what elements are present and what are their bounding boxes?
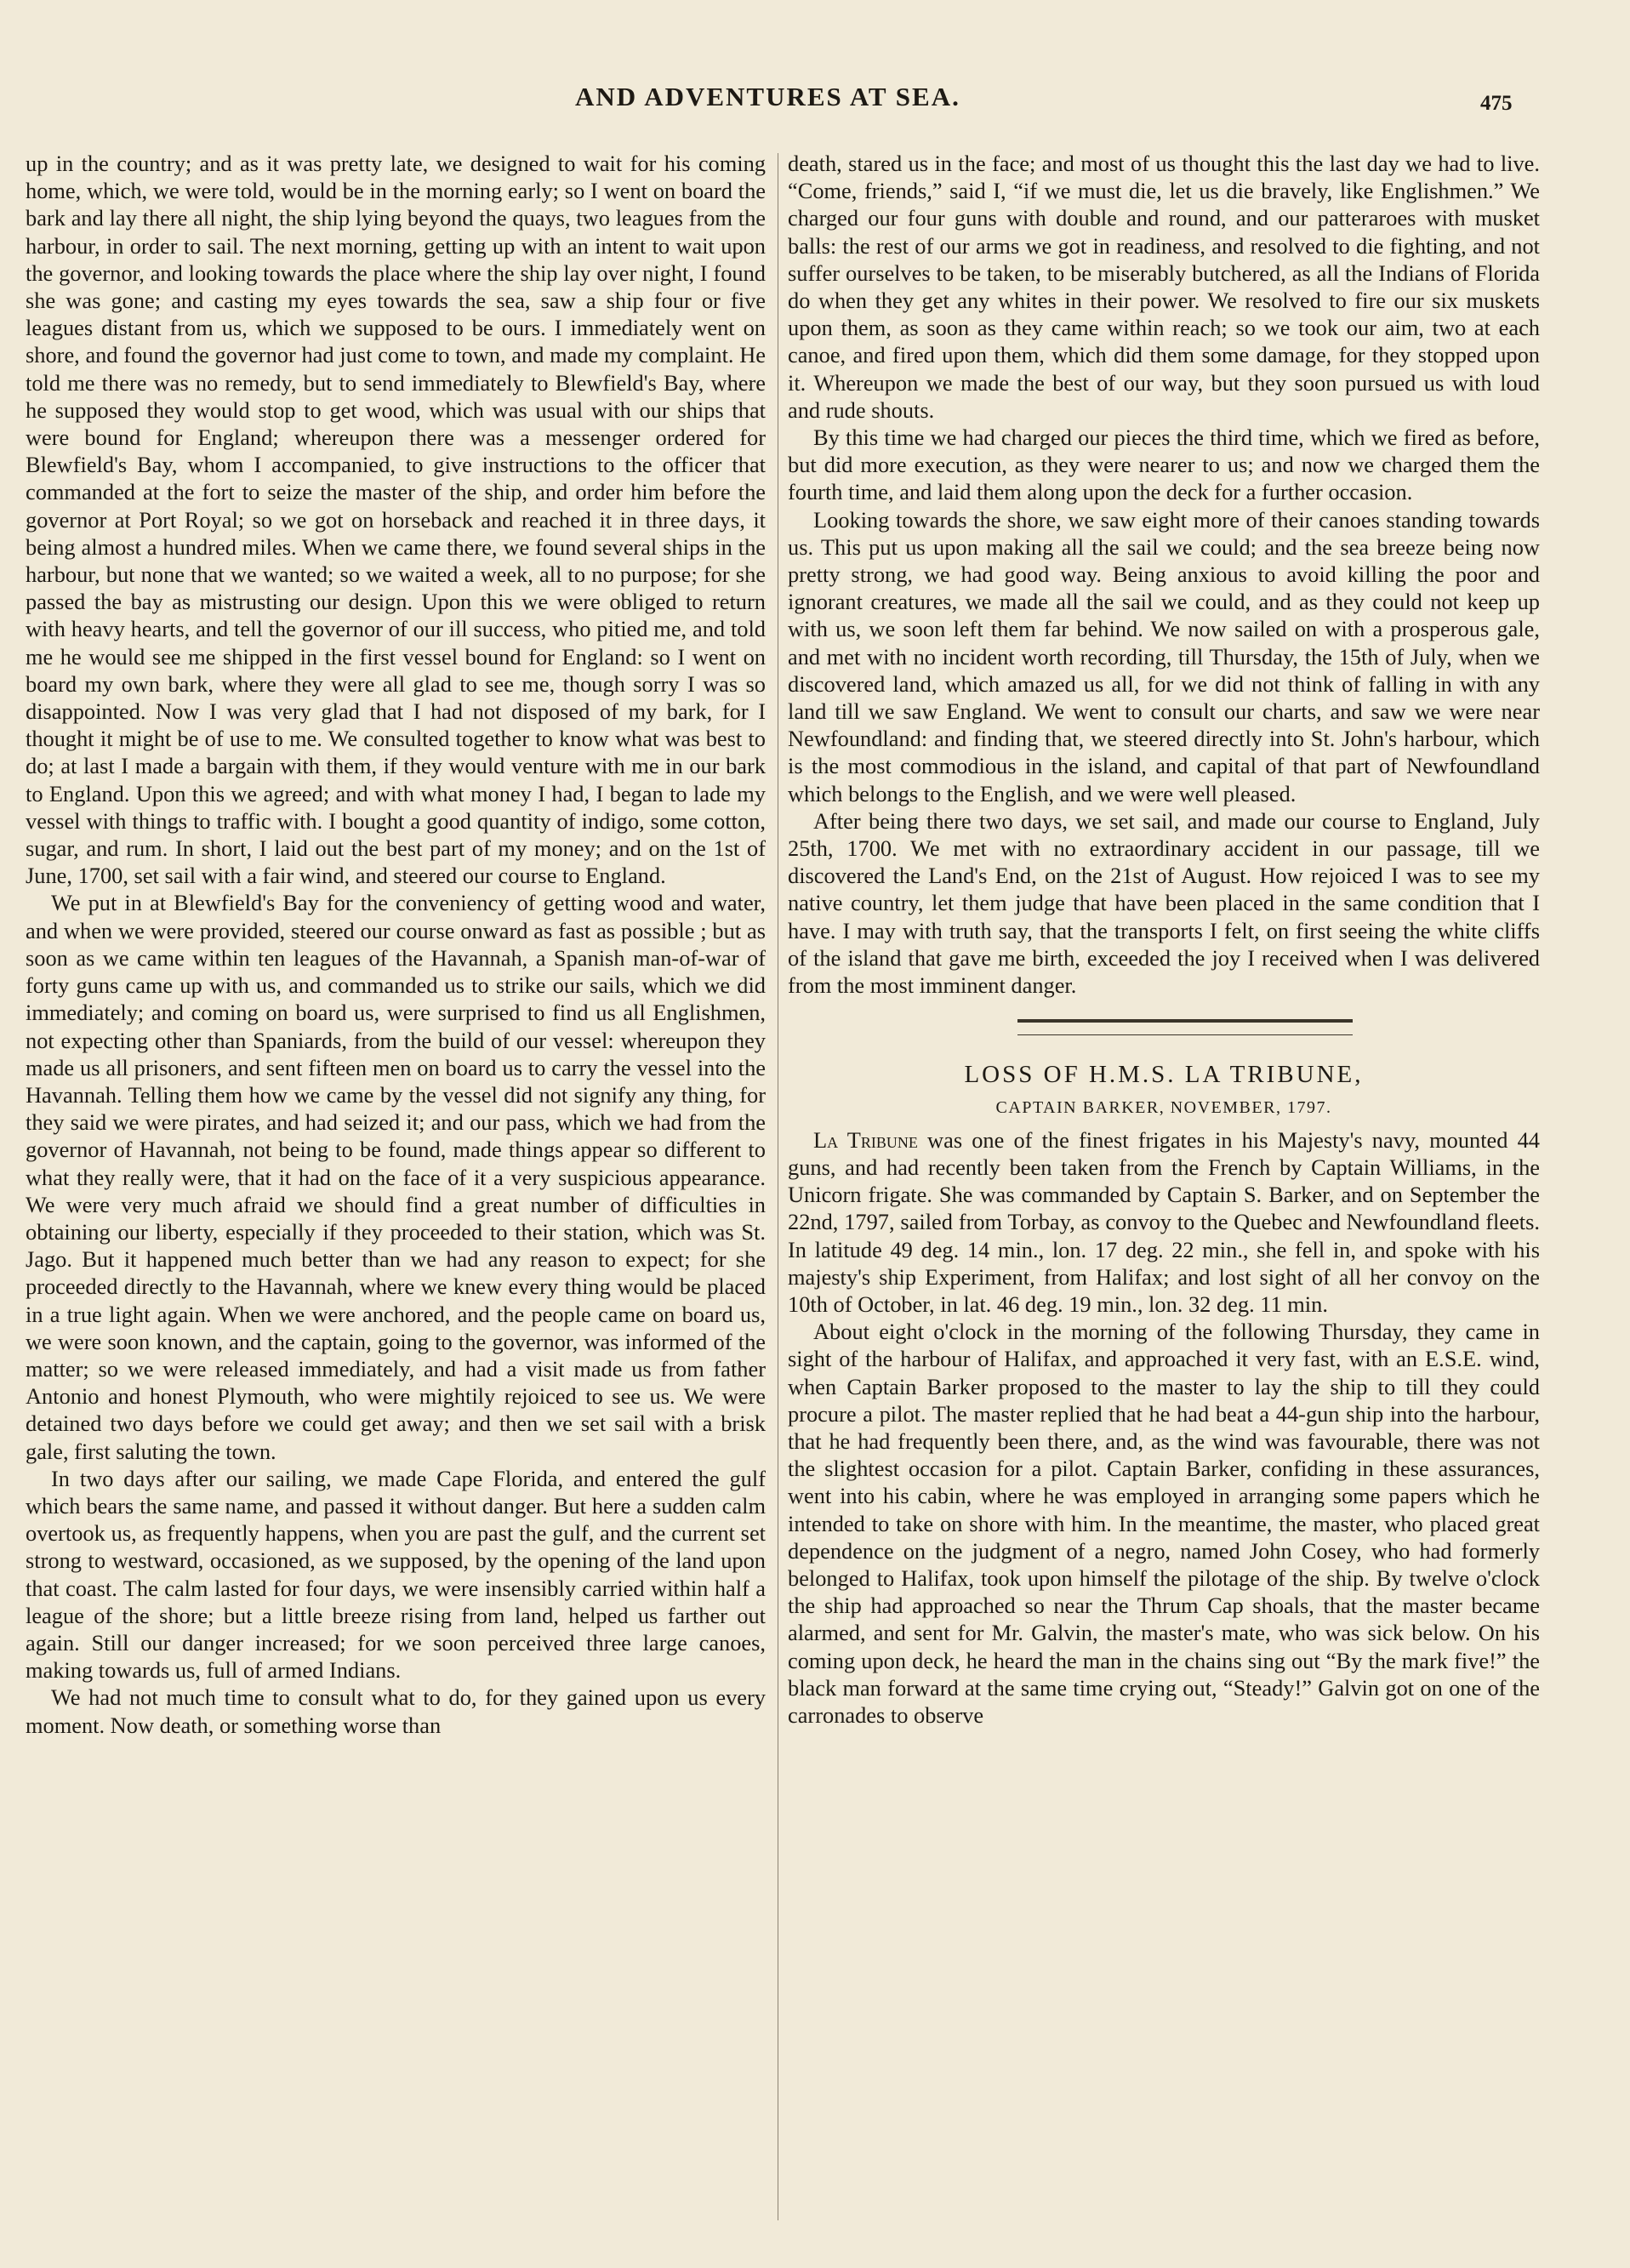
right-column [788, 150, 1540, 2225]
paragraph: up in the country; and as it was pretty late, we designed to wait for his coming home, which, we were told, would be in the morning early; so I went on board the bark and lay there all night, the ship lying beyond the quays, two leagues from the harbour, in order to sail. The next morning, getting up with an intent to wait upon the governor, and looking towards the place where the ship lay over night, I found she was gone; and casting my eyes towards the sea, saw a ship four or five leagues distant from us, which we supposed to be ours. I immediately went on shore, and found the governor had just come to town, and made my complaint. He told me there was no remedy, but to send immediately to Blewfield's Bay, where he supposed they would stop to get wood, which was usual with our ships that were bound for England; whereupon there was a messenger ordered for Blewfield's Bay, whom I accompanied, to give instructions to the officer that commanded at the fort to seize the master of the ship, and order him before the governor at Port Royal; so we got on horseback and reached it in three days, it being almost a hundred miles. When we came there, we found several ships in the harbour, but none that we wanted; so we waited a week, all to no purpose; for she passed the bay as mistrusting our design. Upon this we were obliged to return with heavy hearts, and tell the governor of our ill success, who pitied me, and told me he would see me shipped in the first vessel bound for England: so I went on board my own bark, where they were all glad to see me, though sorry I was so disappointed. Now I was very glad that I had not disposed of my bark, for I thought it might be of use to me. We consulted together to know what was best to do; at last I made a bargain with them, if they would venture with me in our bark to England. Upon this we agreed; and with what money I had, I began to lade my vessel with things to traffic with. I bought a good quantity of indigo, some cotton, sugar, and rum. In short, I laid out the best part of my money; and on the 1st of June, 1700, set sail with a fair wind, and steered our course to England. [26, 151, 766, 889]
article-paragraph: About eight o'clock in the morning of the following Thursday, they came in sight of the harbour of Halifax, and approached it very fast, with an E.S.E. wind, when Captain Barker proposed to the master to lay the ship to till they could procure a pilot. The master replied that he had beat a 44-gun ship into the harbour, that he had frequently been there, and, as the wind was favourable, there was not the slightest occasion for a pilot. Captain Barker, confiding in these assurances, went into his cabin, where he was employed in arranging some papers which he intended to take on shore with him. In the meantime, the master, who placed great dependence on the judgment of a negro, named John Cosey, who had formerly belonged to Halifax, took upon himself the pilotage of the ship. By twelve o'clock the ship had approached so near the Thrum Cap shoals, that the master became alarmed, and sent for Mr. Galvin, the master's mate, who was sick below. On his coming upon deck, he heard the man in the chains sing out “By the mark five!” the black man forward at the same time crying out, “Steady!” Galvin got on one of the carronades to observe [788, 1319, 1540, 1728]
paragraph: We had not much time to consult what to do, for they gained upon us every moment. Now death, or something worse than [26, 1684, 766, 1738]
paragraph: In two days after our sailing, we made Cape Florida, and entered the gulf which bears the same name, and passed it without danger. But here a sudden calm overtook us, as frequently happens, when you are past the gulf, and the current set strong to westward, occasioned, as we supposed, by the opening of the land upon that coast. The calm lasted for four days, we were insensibly carried within half a league of the shore; but a little breeze rising from land, helped us farther out again. Still our danger increased; for we soon perceived three large canoes, making towards us, full of armed Indians. [26, 1465, 766, 1684]
running-header [0, 82, 1630, 124]
article-paragraph [788, 1126, 1540, 1318]
article-title: LOSS OF H.M.S. LA TRIBUNE, [964, 1061, 1364, 1089]
paragraph-text: was one of the finest frigates in his Majesty's navy, mounted 44 guns, and had recently been taken from the French by Captain Williams, in the Unicorn frigate. She was commanded by Captain S. Barker, and on September the 22nd, 1797, sailed from Torbay, as convoy to the Quebec and Newfoundland fleets. In latitude 49 deg. 14 min., lon. 17 deg. 22 min., she fell in, and spoke with his majesty's ship Experiment, from Halifax; and lost sight of all her convoy on the 10th of October, in lat. 46 deg. 19 min., lon. 32 deg. 11 min. [788, 1126, 1540, 1317]
section-divider [1017, 1019, 1353, 1035]
paragraph: death, stared us in the face; and most of us thought this the last day we had to live. “Come, friends,” said I, “if we must die, let us die bravely, like Englishmen.” We charged our four guns with double and round, and our patteraroes with musket balls: the rest of our arms we got in readiness, and resolved to die fighting, and not suffer ourselves to be taken, to be miserably butchered, as all the Indians of Florida do when they get any whites in their power. We resolved to fire our six muskets upon them, as soon as they came within reach; so we took our aim, two at each canoe, and fired upon them, which did them some damage, for they stopped upon it. Whereupon we made the best of our way, but they soon pursued us with loud and rude shouts. [788, 151, 1540, 423]
left-column [26, 150, 766, 2225]
paragraph: After being there two days, we set sail, and made our course to England, July 25th, 1700. We met with no extraordinary accident in our passage, till we discovered the Land's End, on the 21st of August. How rejoiced I was to see my native country, let them judge that have been placed in the same condition that I have. I may with truth say, that the transports I felt, on first seeing the white cliffs of the island that gave me birth, exceeded the joy I received when I was delivered from the most imminent danger. [788, 807, 1540, 999]
page-number: 475 [1480, 92, 1513, 115]
paragraph: By this time we had charged our pieces the third time, which we fired as before, but did more execution, as they were nearer to us; and now we charged them the fourth time, and laid them along upon the deck for a further occasion. [788, 425, 1540, 505]
article-subtitle: CAPTAIN BARKER, NOVEMBER, 1797. [995, 1097, 1332, 1117]
header-title: AND ADVENTURES AT SEA. [575, 82, 960, 111]
paragraph: Looking towards the shore, we saw eight more of their canoes standing towards us. This put us upon making all the sail we could; and the sea breeze being now pretty strong, we had good way. Being anxious to avoid killing the poor and ignorant creatures, we made all the sail we could, and as they could not keep up with us, we soon left them far behind. We now sailed on with a prosperous gale, and met with no incident worth recording, till Thursday, the 15th of July, when we discovered land, which amazed us all, for we did not think of falling in with any land till we saw England. We went to consult our charts, and saw we were near Newfoundland: and finding that, we steered directly into St. John's harbour, which is the most commodious in the island, and capital of that part of Newfoundland which belongs to the English, and we were well pleased. [788, 506, 1540, 806]
lead-small-caps: La Tribune [813, 1126, 918, 1153]
paragraph: We put in at Blewfield's Bay for the conveniency of getting wood and water, and when we were provided, steered our course onward as fast as possible ; but as soon as we came within ten leagues of the Havannah, a Spanish man-of-war of forty guns came up with us, and commanded us to strike our sails, which we did immediately; and coming on board us, were surprised to find us all Englishmen, not expecting other than Spaniards, from the build of our vessel: whereupon they made us all prisoners, and sent fifteen men on board us to carry the vessel into the Havannah. Telling them how we came by the vessel did not signify any thing, for they said we were pirates, and had seized it; and our pass, which we had from the governor of Havannah, not being to be found, made things appear so different to what they really were, that it had on the face of it a very suspicious appearance. We were very much afraid we should find a great number of difficulties in obtaining our liberty, especially if they proceeded to their station, which was St. Jago. But it happened much better than we had any reason to expect; for she proceeded directly to the Havannah, where we knew every thing would be placed in a true light again. When we were anchored, and the people came on board us, we were soon known, and the captain, going to the governor, was informed of the matter; so we were released immediately, and had a visit made us from father Antonio and honest Plymouth, who were mightily rejoiced to see us. We were detained two days before we could get away; and then we set sail with a brisk gale, first saluting the town. [26, 890, 766, 1464]
